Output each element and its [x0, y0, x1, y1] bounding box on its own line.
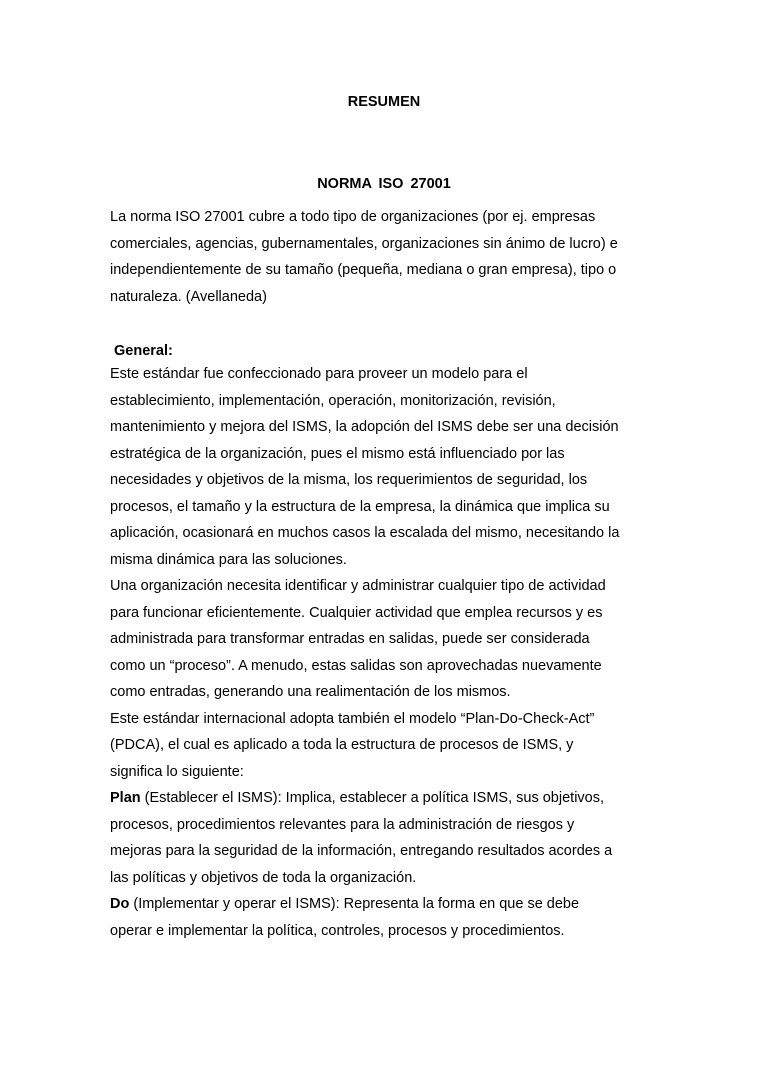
plan-line: [110, 785, 670, 812]
text-line: significa lo siguiente:: [110, 763, 244, 780]
text-line: misma dinámica para las soluciones.: [110, 551, 347, 568]
text-line: las políticas y objetivos de toda la organización.: [110, 869, 417, 886]
do-line: [110, 891, 670, 918]
text-line: mejoras para la seguridad de la información, entregando resultados acordes a: [110, 843, 613, 859]
general-section: [110, 361, 670, 944]
text-line: procesos, procedimientos relevantes para la administración de riesgos y: [110, 816, 575, 833]
text-line: como un “proceso”. A menudo, estas salidas son aprovechadas nuevamente: [110, 657, 602, 674]
plan-description: (Establecer el ISMS): Implica, establecer a política ISMS, sus objetivos,: [140, 790, 605, 806]
text-line: (PDCA), el cual es aplicado a toda la estructura de procesos de ISMS, y: [110, 737, 574, 753]
text-line: procesos, el tamaño y la estructura de la empresa, la dinámica que implica su: [110, 498, 610, 515]
text-line: comerciales, agencias, gubernamentales, organizaciones sin ánimo de lucro) e: [110, 235, 618, 252]
text-line: necesidades y objetivos de la misma, los requerimientos de seguridad, los: [110, 472, 588, 488]
text-line: establecimiento, implementación, operación, monitorización, revisión,: [110, 392, 556, 409]
text-line: Este estándar fue confeccionado para proveer un modelo para el: [110, 366, 528, 382]
intro-paragraph: [110, 204, 670, 310]
text-line: administrada para transformar entradas en salidas, puede ser considerada: [110, 631, 590, 647]
text-line: Una organización necesita identificar y administrar cualquier tipo de actividad: [110, 578, 606, 594]
text-line: como entradas, generando una realimentación de los mismos.: [110, 684, 511, 700]
page-title: RESUMEN: [347, 94, 421, 110]
do-description: (Implementar y operar el ISMS): Representa la forma en que se debe: [129, 896, 580, 912]
text-line: independientemente de su tamaño (pequeña, mediana o gran empresa), tipo o: [110, 262, 617, 278]
text-line: Este estándar internacional adopta también el modelo “Plan-Do-Check-Act”: [110, 710, 595, 727]
general-heading: General:: [114, 343, 173, 359]
text-line: para funcionar eficientemente. Cualquier actividad que emplea recursos y es: [110, 604, 603, 621]
do-term: Do: [110, 896, 130, 912]
text-line: La norma ISO 27001 cubre a todo tipo de organizaciones (por ej. empresas: [110, 209, 596, 225]
section-title: NORMA ISO 27001: [317, 176, 451, 192]
plan-term: Plan: [110, 790, 141, 806]
text-line: estratégica de la organización, pues el mismo está influenciado por las: [110, 445, 565, 462]
text-line: naturaleza. (Avellaneda): [110, 288, 267, 305]
text-line: operar e implementar la política, controles, procesos y procedimientos.: [110, 922, 565, 939]
text-line: mantenimiento y mejora del ISMS, la adopción del ISMS debe ser una decisión: [110, 419, 619, 435]
text-line: aplicación, ocasionará en muchos casos la escalada del mismo, necesitando la: [110, 525, 620, 541]
